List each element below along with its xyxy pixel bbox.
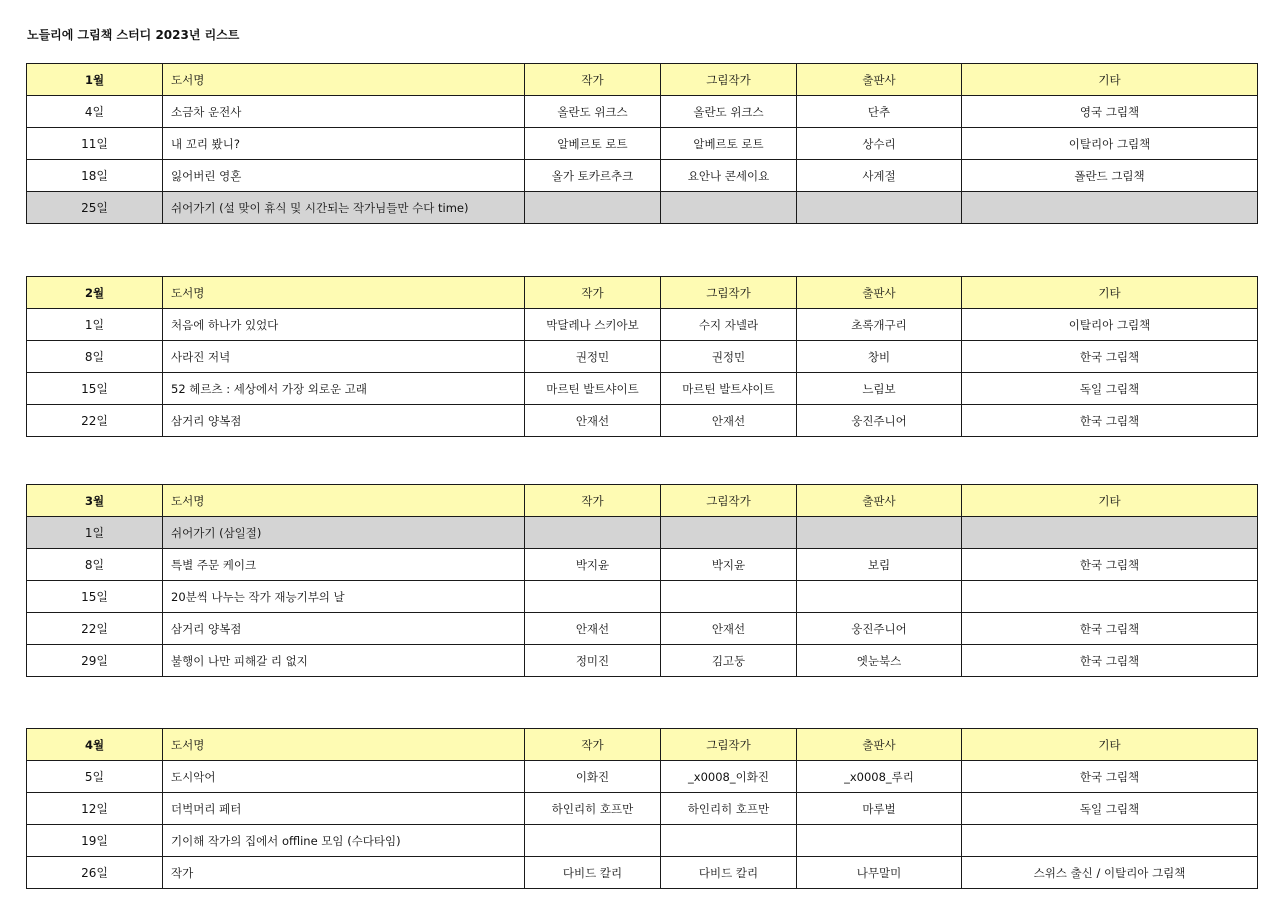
table-row <box>27 96 1258 128</box>
header-author: 작가 <box>525 729 661 761</box>
publisher-cell: _x0008_루리 <box>797 761 962 793</box>
header-illustrator: 그림작가 <box>661 64 797 96</box>
publisher-cell <box>797 581 962 613</box>
publisher-cell: 웅진주니어 <box>797 613 962 645</box>
illustrator-cell: 다비드 칼리 <box>661 857 797 889</box>
book-title-cell: 쉬어가기 (설 맞이 휴식 및 시간되는 작가님들만 수다 time) <box>163 192 525 224</box>
note-cell: 폴란드 그림책 <box>962 160 1258 192</box>
header-note: 기타 <box>962 729 1258 761</box>
note-cell <box>962 192 1258 224</box>
table-row <box>27 857 1258 889</box>
note-cell: 한국 그림책 <box>962 613 1258 645</box>
header-note: 기타 <box>962 64 1258 96</box>
table-row <box>27 192 1258 224</box>
author-cell: 박지윤 <box>525 549 661 581</box>
illustrator-cell: 안재선 <box>661 613 797 645</box>
note-cell: 영국 그림책 <box>962 96 1258 128</box>
table-row <box>27 613 1258 645</box>
header-book-title: 도서명 <box>163 485 525 517</box>
illustrator-cell: 알베르토 로트 <box>661 128 797 160</box>
book-title-cell: 잃어버린 영혼 <box>163 160 525 192</box>
header-book-title: 도서명 <box>163 64 525 96</box>
publisher-cell: 느림보 <box>797 373 962 405</box>
note-cell: 스위스 출신 / 이탈리아 그림책 <box>962 857 1258 889</box>
header-book-title: 도서명 <box>163 277 525 309</box>
day-cell: 12일 <box>27 793 163 825</box>
publisher-cell: 엣눈북스 <box>797 645 962 677</box>
book-title-cell: 작가 <box>163 857 525 889</box>
author-cell <box>525 581 661 613</box>
header-author: 작가 <box>525 485 661 517</box>
author-cell <box>525 192 661 224</box>
month-label: 1월 <box>27 64 163 96</box>
day-cell: 5일 <box>27 761 163 793</box>
table-row <box>27 761 1258 793</box>
header-note: 기타 <box>962 485 1258 517</box>
day-cell: 22일 <box>27 405 163 437</box>
author-cell: 올가 토카르추크 <box>525 160 661 192</box>
table-header-row <box>27 64 1258 96</box>
author-cell: 안재선 <box>525 405 661 437</box>
illustrator-cell: _x0008_이화진 <box>661 761 797 793</box>
table-row <box>27 825 1258 857</box>
publisher-cell: 상수리 <box>797 128 962 160</box>
header-publisher: 출판사 <box>797 64 962 96</box>
day-cell: 29일 <box>27 645 163 677</box>
book-title-cell: 소금차 운전사 <box>163 96 525 128</box>
note-cell: 독일 그림책 <box>962 373 1258 405</box>
table-row <box>27 405 1258 437</box>
table-row <box>27 645 1258 677</box>
month-table-march <box>26 484 1258 677</box>
table-row <box>27 309 1258 341</box>
illustrator-cell <box>661 825 797 857</box>
illustrator-cell <box>661 192 797 224</box>
day-cell: 8일 <box>27 341 163 373</box>
publisher-cell: 초록개구리 <box>797 309 962 341</box>
note-cell: 독일 그림책 <box>962 793 1258 825</box>
book-title-cell: 52 헤르츠 : 세상에서 가장 외로운 고래 <box>163 373 525 405</box>
header-publisher: 출판사 <box>797 277 962 309</box>
month-table-february <box>26 276 1258 437</box>
publisher-cell: 나무말미 <box>797 857 962 889</box>
author-cell: 올란도 위크스 <box>525 96 661 128</box>
note-cell <box>962 581 1258 613</box>
table-row <box>27 128 1258 160</box>
book-title-cell: 처음에 하나가 있었다 <box>163 309 525 341</box>
book-title-cell: 내 꼬리 봤니? <box>163 128 525 160</box>
author-cell <box>525 517 661 549</box>
note-cell: 한국 그림책 <box>962 549 1258 581</box>
book-title-cell: 쉬어가기 (삼일절) <box>163 517 525 549</box>
month-label: 2월 <box>27 277 163 309</box>
book-title-cell: 20분씩 나누는 작가 재능기부의 날 <box>163 581 525 613</box>
table-header-row <box>27 729 1258 761</box>
author-cell: 막달레나 스키아보 <box>525 309 661 341</box>
header-author: 작가 <box>525 277 661 309</box>
author-cell: 안재선 <box>525 613 661 645</box>
header-publisher: 출판사 <box>797 485 962 517</box>
illustrator-cell: 안재선 <box>661 405 797 437</box>
book-title-cell: 삼거리 양복점 <box>163 405 525 437</box>
header-author: 작가 <box>525 64 661 96</box>
day-cell: 15일 <box>27 581 163 613</box>
author-cell: 정미진 <box>525 645 661 677</box>
illustrator-cell: 권정민 <box>661 341 797 373</box>
note-cell: 한국 그림책 <box>962 405 1258 437</box>
note-cell: 이탈리아 그림책 <box>962 128 1258 160</box>
note-cell <box>962 825 1258 857</box>
table-row <box>27 517 1258 549</box>
author-cell: 하인리히 호프만 <box>525 793 661 825</box>
day-cell: 1일 <box>27 517 163 549</box>
day-cell: 1일 <box>27 309 163 341</box>
publisher-cell <box>797 825 962 857</box>
author-cell <box>525 825 661 857</box>
table-row <box>27 160 1258 192</box>
page-title: 노들리에 그림책 스터디 2023년 리스트 <box>27 28 240 42</box>
publisher-cell <box>797 517 962 549</box>
note-cell: 한국 그림책 <box>962 341 1258 373</box>
author-cell: 권정민 <box>525 341 661 373</box>
author-cell: 이화진 <box>525 761 661 793</box>
illustrator-cell <box>661 517 797 549</box>
header-book-title: 도서명 <box>163 729 525 761</box>
day-cell: 18일 <box>27 160 163 192</box>
table-header-row <box>27 485 1258 517</box>
header-illustrator: 그림작가 <box>661 729 797 761</box>
illustrator-cell: 김고둥 <box>661 645 797 677</box>
table-row <box>27 581 1258 613</box>
header-publisher: 출판사 <box>797 729 962 761</box>
publisher-cell: 웅진주니어 <box>797 405 962 437</box>
publisher-cell: 사계절 <box>797 160 962 192</box>
book-title-cell: 도시악어 <box>163 761 525 793</box>
header-note: 기타 <box>962 277 1258 309</box>
day-cell: 19일 <box>27 825 163 857</box>
day-cell: 25일 <box>27 192 163 224</box>
illustrator-cell: 수지 자넬라 <box>661 309 797 341</box>
note-cell: 한국 그림책 <box>962 761 1258 793</box>
month-label: 3월 <box>27 485 163 517</box>
illustrator-cell: 마르틴 발트샤이트 <box>661 373 797 405</box>
illustrator-cell: 요안나 콘세이요 <box>661 160 797 192</box>
publisher-cell: 창비 <box>797 341 962 373</box>
day-cell: 26일 <box>27 857 163 889</box>
note-cell <box>962 517 1258 549</box>
publisher-cell <box>797 192 962 224</box>
day-cell: 11일 <box>27 128 163 160</box>
book-title-cell: 더벅머리 페터 <box>163 793 525 825</box>
month-label: 4월 <box>27 729 163 761</box>
book-title-cell: 특별 주문 케이크 <box>163 549 525 581</box>
day-cell: 22일 <box>27 613 163 645</box>
author-cell: 마르틴 발트샤이트 <box>525 373 661 405</box>
illustrator-cell <box>661 581 797 613</box>
illustrator-cell: 올란도 위크스 <box>661 96 797 128</box>
author-cell: 알베르토 로트 <box>525 128 661 160</box>
author-cell: 다비드 칼리 <box>525 857 661 889</box>
month-table-april <box>26 728 1258 889</box>
day-cell: 4일 <box>27 96 163 128</box>
day-cell: 8일 <box>27 549 163 581</box>
publisher-cell: 단추 <box>797 96 962 128</box>
header-illustrator: 그림작가 <box>661 485 797 517</box>
day-cell: 15일 <box>27 373 163 405</box>
note-cell: 한국 그림책 <box>962 645 1258 677</box>
book-title-cell: 기이해 작가의 집에서 offline 모임 (수다타임) <box>163 825 525 857</box>
illustrator-cell: 박지윤 <box>661 549 797 581</box>
book-title-cell: 사라진 저녁 <box>163 341 525 373</box>
table-header-row <box>27 277 1258 309</box>
table-row <box>27 793 1258 825</box>
publisher-cell: 마루벌 <box>797 793 962 825</box>
book-title-cell: 불행이 나만 피해갈 리 없지 <box>163 645 525 677</box>
table-row <box>27 341 1258 373</box>
month-table-january <box>26 63 1258 224</box>
table-row <box>27 373 1258 405</box>
table-row <box>27 549 1258 581</box>
illustrator-cell: 하인리히 호프만 <box>661 793 797 825</box>
book-title-cell: 삼거리 양복점 <box>163 613 525 645</box>
publisher-cell: 보림 <box>797 549 962 581</box>
note-cell: 이탈리아 그림책 <box>962 309 1258 341</box>
header-illustrator: 그림작가 <box>661 277 797 309</box>
